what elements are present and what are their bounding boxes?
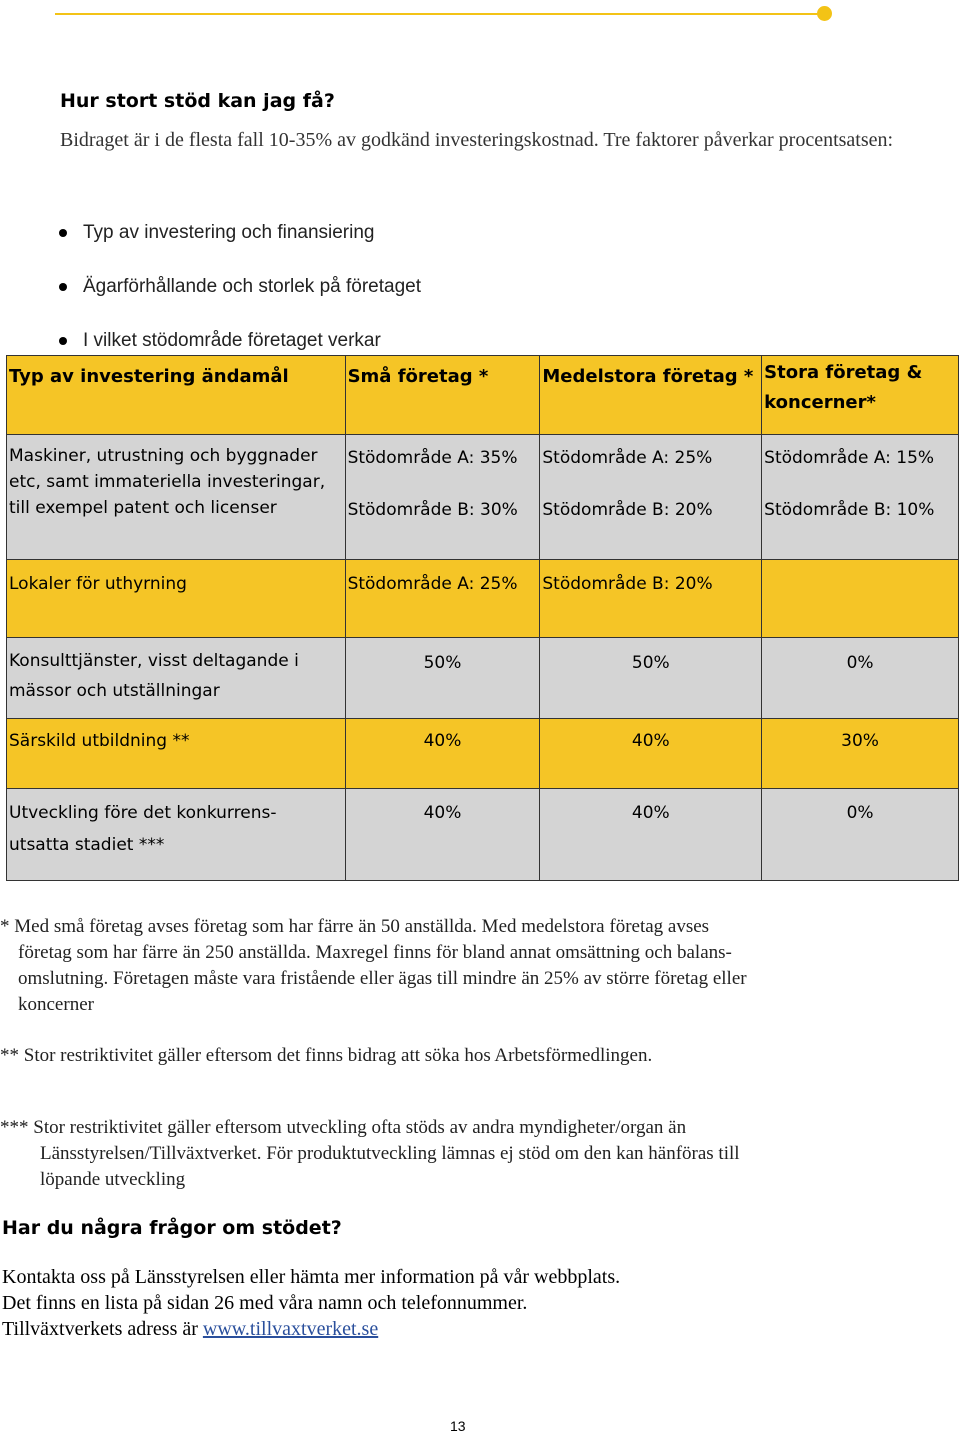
intro-paragraph: Bidraget är i de flesta fall 10-35% av godkänd investeringskostnad. Tre faktorer påverkar procentsatsen: (60, 129, 894, 151)
support-table (6, 355, 959, 881)
row-label: Särskild utbildning ** (7, 719, 346, 789)
decorative-dot (817, 6, 832, 21)
table-row (7, 719, 959, 789)
contact-line: Kontakta oss på Länsstyrelsen eller hämta mer information på vår webbplats. (2, 1266, 621, 1288)
cell-small: Stödområde A: 35% Stödområde B: 30% (345, 435, 540, 560)
cell-medium: 40% (540, 719, 762, 789)
table-row (7, 435, 959, 560)
footnote-special-training: ** Stor restriktivitet gäller eftersom det finns bidrag att söka hos Arbetsförmedlingen. (0, 1045, 653, 1066)
table-row (7, 560, 959, 638)
heading-support-amount: Hur stort stöd kan jag få? (60, 90, 335, 112)
footnote-small-companies-line: företag som har färre än 250 anställda. Maxregel finns för bland annat omsättning och balans- (18, 942, 732, 963)
cell-large: 0% (762, 789, 959, 881)
cell-large: Stödområde A: 15% Stödområde B: 10% (762, 435, 959, 560)
contact-info (2, 1264, 620, 1342)
page-number: 13 (450, 1418, 466, 1434)
cell-large: 0% (762, 638, 959, 719)
footnote-development-line: Länsstyrelsen/Tillväxtverket. För produktutveckling lämnas ej stöd om den kan hänföras till (40, 1143, 740, 1164)
footnote-small-companies-line: koncerner (18, 994, 94, 1015)
cell-medium: Stödområde B: 20% (540, 560, 762, 638)
footnote-small-companies-line: * Med små företag avses företag som har färre än 50 anställda. Med medelstora företag avses (0, 916, 710, 937)
cell-medium: 50% (540, 638, 762, 719)
contact-line: Tillväxtverkets adress är www.tillvaxtverket.se (2, 1318, 379, 1340)
cell-medium: Stödområde A: 25% Stödområde B: 20% (540, 435, 762, 560)
table-row (7, 789, 959, 881)
table-header-row (7, 356, 959, 435)
factor-list (55, 206, 421, 368)
header-investment-type: Typ av investering ändamål (7, 356, 346, 435)
footnote-development-line: löpande utveckling (40, 1169, 186, 1190)
contact-line: Det finns en lista på sidan 26 med våra namn och telefonnummer. (2, 1292, 528, 1314)
cell-large: 30% (762, 719, 959, 789)
cell-small: 40% (345, 719, 540, 789)
cell-small: 40% (345, 789, 540, 881)
decorative-line (55, 13, 825, 15)
bullet-icon (59, 337, 67, 345)
bullet-icon (59, 283, 67, 291)
website-link[interactable]: www.tillvaxtverket.se (202, 1318, 379, 1340)
footnote-development-line: *** Stor restriktivitet gäller eftersom utveckling ofta stöds av andra myndigheter/organ än (0, 1117, 687, 1138)
table-row (7, 638, 959, 719)
header-small-companies: Små företag * (345, 356, 540, 435)
list-item: Typ av investering och finansiering (55, 206, 421, 260)
cell-small: 50% (345, 638, 540, 719)
row-label: Utveckling före det konkurrens-utsatta stadiet *** (7, 789, 346, 881)
list-item: Ägarförhållande och storlek på företaget (55, 260, 421, 314)
bullet-icon (59, 229, 67, 237)
heading-questions: Har du några frågor om stödet? (2, 1217, 342, 1239)
footnote-small-companies-line: omslutning. Företagen måste vara fristående eller ägas till mindre än 25% av större företag eller (18, 968, 747, 989)
cell-small: Stödområde A: 25% (345, 560, 540, 638)
cell-large (762, 560, 959, 638)
row-label: Konsulttjänster, visst deltagande i mässor och utställningar (7, 638, 346, 719)
row-label: Maskiner, utrustning och byggnader etc, samt immateriella investeringar, till exempel patent och licenser (7, 435, 346, 560)
list-item: I vilket stödområde företaget verkar (55, 314, 421, 368)
header-large-companies: Stora företag & koncerner* (762, 356, 959, 435)
row-label: Lokaler för uthyrning (7, 560, 346, 638)
header-medium-companies: Medelstora företag * (540, 356, 762, 435)
cell-medium: 40% (540, 789, 762, 881)
